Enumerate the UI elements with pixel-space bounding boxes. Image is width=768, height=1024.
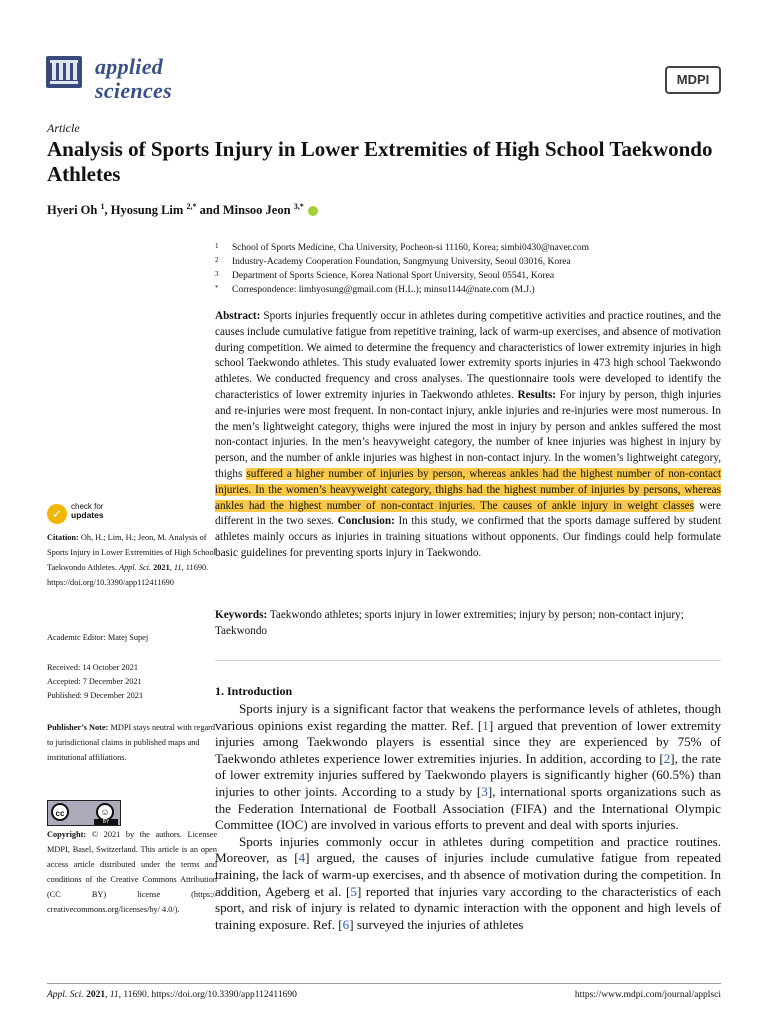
abstract-label: Abstract: bbox=[215, 310, 261, 322]
date-published: Published: 9 December 2021 bbox=[47, 691, 144, 700]
footer-divider bbox=[47, 983, 721, 984]
section-heading: 1. Introduction bbox=[215, 684, 293, 698]
author-affil-sup: 2,* bbox=[186, 202, 197, 211]
author-affil-sup: 3,* bbox=[293, 202, 304, 211]
citation-doi[interactable]: , 11690. https://doi.org/10.3390/app112411690 bbox=[47, 563, 209, 587]
journal-logo-icon bbox=[46, 56, 82, 88]
check-updates-label bbox=[71, 502, 104, 520]
author-name[interactable]: Minsoo Jeon bbox=[222, 203, 291, 218]
keywords bbox=[215, 608, 721, 640]
conclusion-label: Conclusion: bbox=[337, 515, 395, 528]
footer-journal-url[interactable]: https://www.mdpi.com/journal/applsci bbox=[574, 990, 721, 1000]
keywords-label: Keywords: bbox=[215, 609, 268, 621]
publisher-note-label: Publisher’s Note: bbox=[47, 723, 109, 732]
journal-name-line1: applied bbox=[95, 54, 164, 79]
footer-journal: Appl. Sci. bbox=[47, 990, 84, 1000]
affiliation-number: 2 bbox=[215, 256, 219, 264]
citation-text: Oh, H.; Lim, H.; Jeon, M. Analysis of Sports Injury in Lower Extremities of High School Taekwondo Athletes. bbox=[47, 533, 216, 572]
footer-volume: 11 bbox=[109, 990, 119, 1000]
section-divider bbox=[215, 660, 721, 661]
copyright bbox=[47, 827, 217, 917]
attribution-icon: ☺ bbox=[96, 803, 114, 821]
citation-year: 2021 bbox=[153, 563, 170, 572]
author-separator: , bbox=[104, 203, 111, 218]
check-updates-line1: check for bbox=[71, 502, 104, 511]
abstract bbox=[215, 309, 721, 562]
publisher-logo: MDPI bbox=[665, 66, 721, 94]
cc-by-license-icon[interactable] bbox=[47, 800, 121, 826]
check-updates-line2: updates bbox=[71, 510, 104, 520]
affiliation-number: 3 bbox=[215, 270, 219, 278]
reference-link[interactable]: 1 bbox=[482, 717, 489, 733]
affiliation-text: School of Sports Medicine, Cha University, Pocheon-si 11160, Korea; simbi0430@naver.com bbox=[232, 243, 590, 253]
author-affil-sup: 1 bbox=[100, 202, 105, 211]
copyright-text: © 2021 by the authors. Licensee MDPI, Basel, Switzerland. This article is an open access article distributed under the terms and conditions of the Creative Commons Attribution (CC BY) license (https:// creativecommons.org/licenses/by/ 4.0/). bbox=[47, 830, 218, 914]
copyright-label: Copyright: bbox=[47, 830, 87, 839]
reference-link[interactable]: 6 bbox=[342, 916, 350, 932]
abstract-text: In this study, we confirmed that the sports damage suffered by student athletes mainly occurs as injuries in training situations without opponents. Our findings could help formulate basic guidelines for preventing sports injury in Taekwondo. bbox=[215, 515, 721, 559]
affiliation-number: 1 bbox=[215, 242, 219, 250]
publisher-note bbox=[47, 720, 217, 765]
author-list bbox=[47, 202, 318, 218]
reference-link[interactable]: 3 bbox=[481, 783, 488, 799]
highlighted-text: suffered a higher number of injuries by person, whereas ankles had the highest number of non-contact injuries. In the women’s heavyweight category, thighs had the highest number of injuries by persons, whereas ankles had the highest number of non-contact injuries. The causes of ankle injury in weight classes bbox=[215, 467, 721, 512]
journal-name-line2: sciences bbox=[95, 78, 172, 103]
publisher-note-text: MDPI stays neutral with regard to jurisdictional claims in published maps and institutional affiliations. bbox=[47, 723, 216, 762]
citation-label: Citation: bbox=[47, 533, 79, 542]
date-accepted: Accepted: 7 December 2021 bbox=[47, 677, 142, 686]
reference-link[interactable]: 2 bbox=[663, 750, 671, 766]
citation-journal: Appl. Sci. bbox=[119, 563, 152, 572]
author-separator: and bbox=[196, 203, 223, 218]
citation-volume: 11 bbox=[173, 563, 182, 572]
footer-year: 2021 bbox=[86, 990, 106, 1000]
page-title: Analysis of Sports Injury in Lower Extremities of High School Taekwondo Athletes bbox=[47, 137, 713, 186]
author-name[interactable]: Hyeri Oh bbox=[47, 203, 98, 218]
orcid-icon[interactable] bbox=[308, 206, 318, 216]
by-label: BY bbox=[94, 819, 118, 825]
abstract-text: Sports injuries frequently occur in athletes during competitive activities and practice routines, and the causes include cumulative fatigue from repetitive training, lack of warm-up exercises, and absence of motivation during competition. We aimed to determine the frequency and characteristics of lower extremity injuries in high school Taekwondo athletes. This study evaluated lower extremity sports injuries in 473 high school Taekwondo athletes. We conducted frequency and cross analyses. The questionnaire tools were developed to identify the characteristics of lower extremity injuries in Taekwondo athletes. bbox=[215, 310, 721, 401]
keywords-text: Taekwondo athletes; sports injury in lower extremities; injury by person; non-contact injury; Taekwondo bbox=[215, 609, 684, 637]
article-type: Article bbox=[47, 121, 80, 135]
paragraph: Sports injuries commonly occur in athletes during competition and practice routines. Moreover, as [4] argued, the causes of injuries include cumulative fatigue from repeated training, the lack of warm-up exercises, and th absence of motivation during the competition. In addition, Ageberg et al. [5] reported that injuries vary according to the characteristics of each sport, and risk of injury is related to dynamic interaction with the opponent and high levels of training exposure. Ref. [6] surveyed the injuries of athletes bbox=[215, 833, 722, 932]
abstract-text: For injury by person, thigh injuries and re-injuries were most frequent. In non-contact injury, ankle injuries and re-injuries were most numerous. In the men’s lightweight category, thighs were injured the most in injury by person and ankles suffered the most non-contact injuries. In the men’s heavyweight category, the number of knee injuries was highest in injury by person, and the number of ankle injuries was highest in non-contact injury. In the women’s lightweight category, thighs bbox=[215, 388, 722, 480]
author-name[interactable]: Hyosung Lim bbox=[110, 203, 184, 218]
body-text bbox=[215, 701, 721, 933]
reference-link[interactable]: 5 bbox=[350, 883, 357, 899]
reference-link[interactable]: 4 bbox=[298, 850, 306, 866]
paragraph: Sports injury is a significant factor that weakens the performance levels of athletes, though various opinions exist regarding the matter. Ref. [1] argued that prevention of lower extremity injuries among Taekwondo players is essential since they are experienced by 75% of Taekwondo athletes experience lower extremities injuries. In addition, according to [2], the rate of lower extremity injuries suffered by Taekwondo players is significantly higher (60.5%) than injuries to other joints. According to a study by [3], international sports organizations such as the Federation International de Football Association (FIFA) and the International Olympic Committee (IOC) are involved in various efforts to prevent and deal with sports injuries. bbox=[215, 701, 721, 833]
affiliation-number: * bbox=[215, 284, 219, 292]
results-label: Results: bbox=[517, 388, 557, 401]
footer-doi[interactable]: , 11690. https://doi.org/10.3390/app112411690 bbox=[118, 990, 297, 1000]
date-received: Received: 14 October 2021 bbox=[47, 663, 139, 672]
academic-editor: Academic Editor: Matej Supej bbox=[47, 633, 149, 642]
citation: Citation: Oh, H.; Lim, H.; Jeon, M. Analysis of Sports Injury in Lower Extremities of High School Taekwondo Athletes. Appl. Sci. 2021, 11, 11690. https://doi.org/10.3390/app112411690 bbox=[47, 533, 216, 587]
affiliation-text: Department of Sports Science, Korea National Sport University, Seoul 05541, Korea bbox=[232, 271, 555, 281]
check-updates-icon: ✓ bbox=[47, 504, 67, 524]
correspondence-text: Correspondence: limhyosung@gmail.com (H.L.); minsu1144@nate.com (M.J.) bbox=[232, 285, 535, 295]
footer-citation: Appl. Sci. 2021, 11, 11690. https://doi.org/10.3390/app112411690 bbox=[47, 990, 297, 1000]
abstract-text: were different in the two sexes. bbox=[215, 499, 721, 528]
cc-icon: cc bbox=[51, 803, 69, 821]
affiliation-text: Industry-Academy Cooperation Foundation, Sangmyung University, Seoul 03016, Korea bbox=[232, 257, 571, 267]
